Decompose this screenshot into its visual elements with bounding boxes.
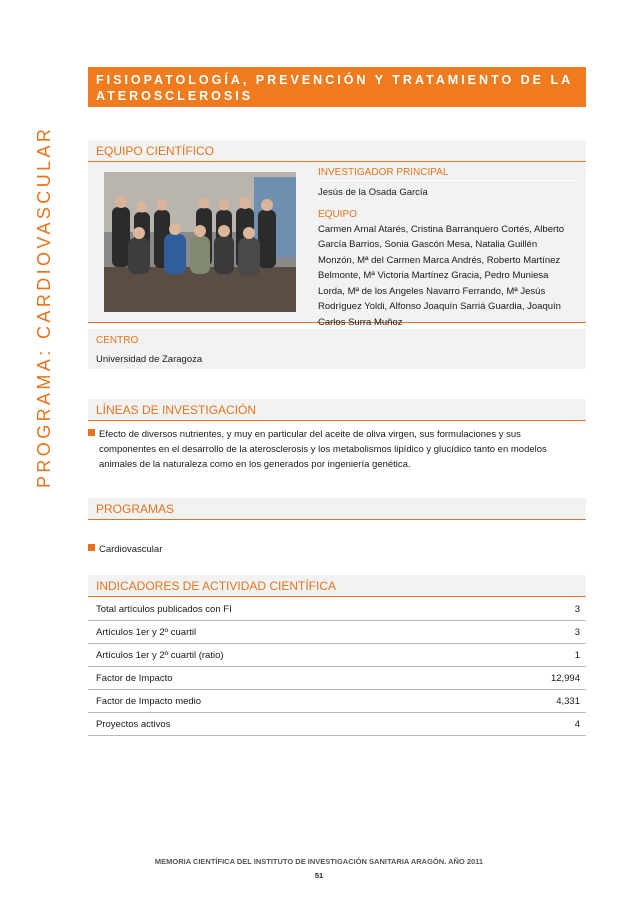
- page-title: [88, 67, 586, 107]
- row-label: Proyectos activos: [96, 718, 171, 730]
- table-row: [88, 598, 586, 621]
- equipo-line: Lorda, Mª de los Angeles Navarro Ferrando, Mª Jesús: [318, 285, 546, 297]
- table-row: [88, 621, 586, 644]
- team-photo: [104, 172, 296, 312]
- indicadores-table: [88, 598, 586, 736]
- bullet-icon: [88, 429, 95, 436]
- equipo-line: García Barrios, Sonia Gascón Mesa, Natalia Guillén: [318, 239, 538, 250]
- row-label: Factor de Impacto: [96, 672, 173, 684]
- row-value: 4: [574, 718, 580, 730]
- equipo-block: [88, 162, 586, 328]
- equipo-line: Carmen Arnal Atarés, Cristina Barranquero Cortés, Alberto: [318, 223, 565, 235]
- lineas-heading: LÍNEAS DE INVESTIGACIÓN: [88, 399, 586, 421]
- investigador-principal-label: INVESTIGADOR PRINCIPAL: [318, 167, 449, 178]
- title-line-2: ATEROSCLEROSIS: [96, 89, 254, 103]
- programas-heading: PROGRAMAS: [88, 498, 586, 520]
- row-label: Artículos 1er y 2º cuartil: [96, 626, 197, 638]
- lineas-item: [88, 427, 586, 442]
- programa-item: Cardiovascular: [99, 544, 163, 555]
- team-photo-image: [104, 172, 296, 312]
- equipo-cientifico-heading: EQUIPO CIENTÍFICO: [88, 140, 586, 162]
- lineas-list: [88, 427, 586, 472]
- row-value: 4,331: [556, 695, 580, 707]
- equipo-members: [318, 222, 578, 331]
- page-number: 51: [314, 871, 324, 880]
- centro-block: [88, 329, 586, 369]
- lineas-line: componentes en el desarrollo de la aterosclerosis y los metabolismos lipídico y glucídico tanto en modelos: [99, 444, 547, 455]
- row-value: 12,994: [550, 672, 580, 684]
- lineas-line: Efecto de diversos nutrientes, y muy en particular del aceite de oliva virgen, sus formulaciones y sus: [99, 429, 521, 440]
- lineas-line: animales de la naturaleza como en los generados por ingeniería genética.: [99, 459, 411, 470]
- equipo-line: Carlos Surra Muñoz: [318, 316, 403, 328]
- equipo-line: Monzón, Mª del Carmen Marca Andrés, Roberto Martínez: [318, 254, 561, 266]
- investigador-principal-name: Jesús de la Osada García: [318, 187, 428, 198]
- programas-list: [88, 542, 586, 557]
- indicadores-heading: INDICADORES DE ACTIVIDAD CIENTÍFICA: [88, 575, 586, 597]
- table-row: [88, 690, 586, 713]
- program-side-label: PROGRAMA: CARDIOVASCULAR: [34, 125, 54, 488]
- table-row: [88, 713, 586, 736]
- row-label: Factor de Impacto medio: [96, 695, 202, 707]
- centro-label: CENTRO: [96, 335, 139, 346]
- equipo-label: EQUIPO: [318, 208, 357, 220]
- row-value: 1: [574, 649, 580, 661]
- equipo-line: Rodríguez Yoldi, Alfonso Joaquín Sarriá Guardia, Joaquín: [318, 301, 561, 312]
- table-row: [88, 667, 586, 690]
- footer-text: MEMORIA CIENTÍFICA DEL INSTITUTO DE INVESTIGACIÓN SANITARIA ARAGÓN. AÑO 2011: [154, 857, 484, 866]
- title-line-1: FISIOPATOLOGÍA, PREVENCIÓN Y TRATAMIENTO DE LA: [96, 73, 574, 87]
- row-value: 3: [574, 603, 580, 615]
- row-value: 3: [574, 626, 580, 638]
- row-label: Artículos 1er y 2º cuartil (ratio): [96, 649, 224, 661]
- equipo-line: Belmonte, Mª Victoria Martínez Gracia, Pedro Muniesa: [318, 270, 549, 281]
- table-row: [88, 644, 586, 667]
- centro-value: Universidad de Zaragoza: [96, 354, 203, 365]
- investigators-panel: [318, 162, 578, 330]
- bullet-icon: [88, 544, 95, 551]
- row-label: Total artículos publicados con FI: [96, 603, 232, 615]
